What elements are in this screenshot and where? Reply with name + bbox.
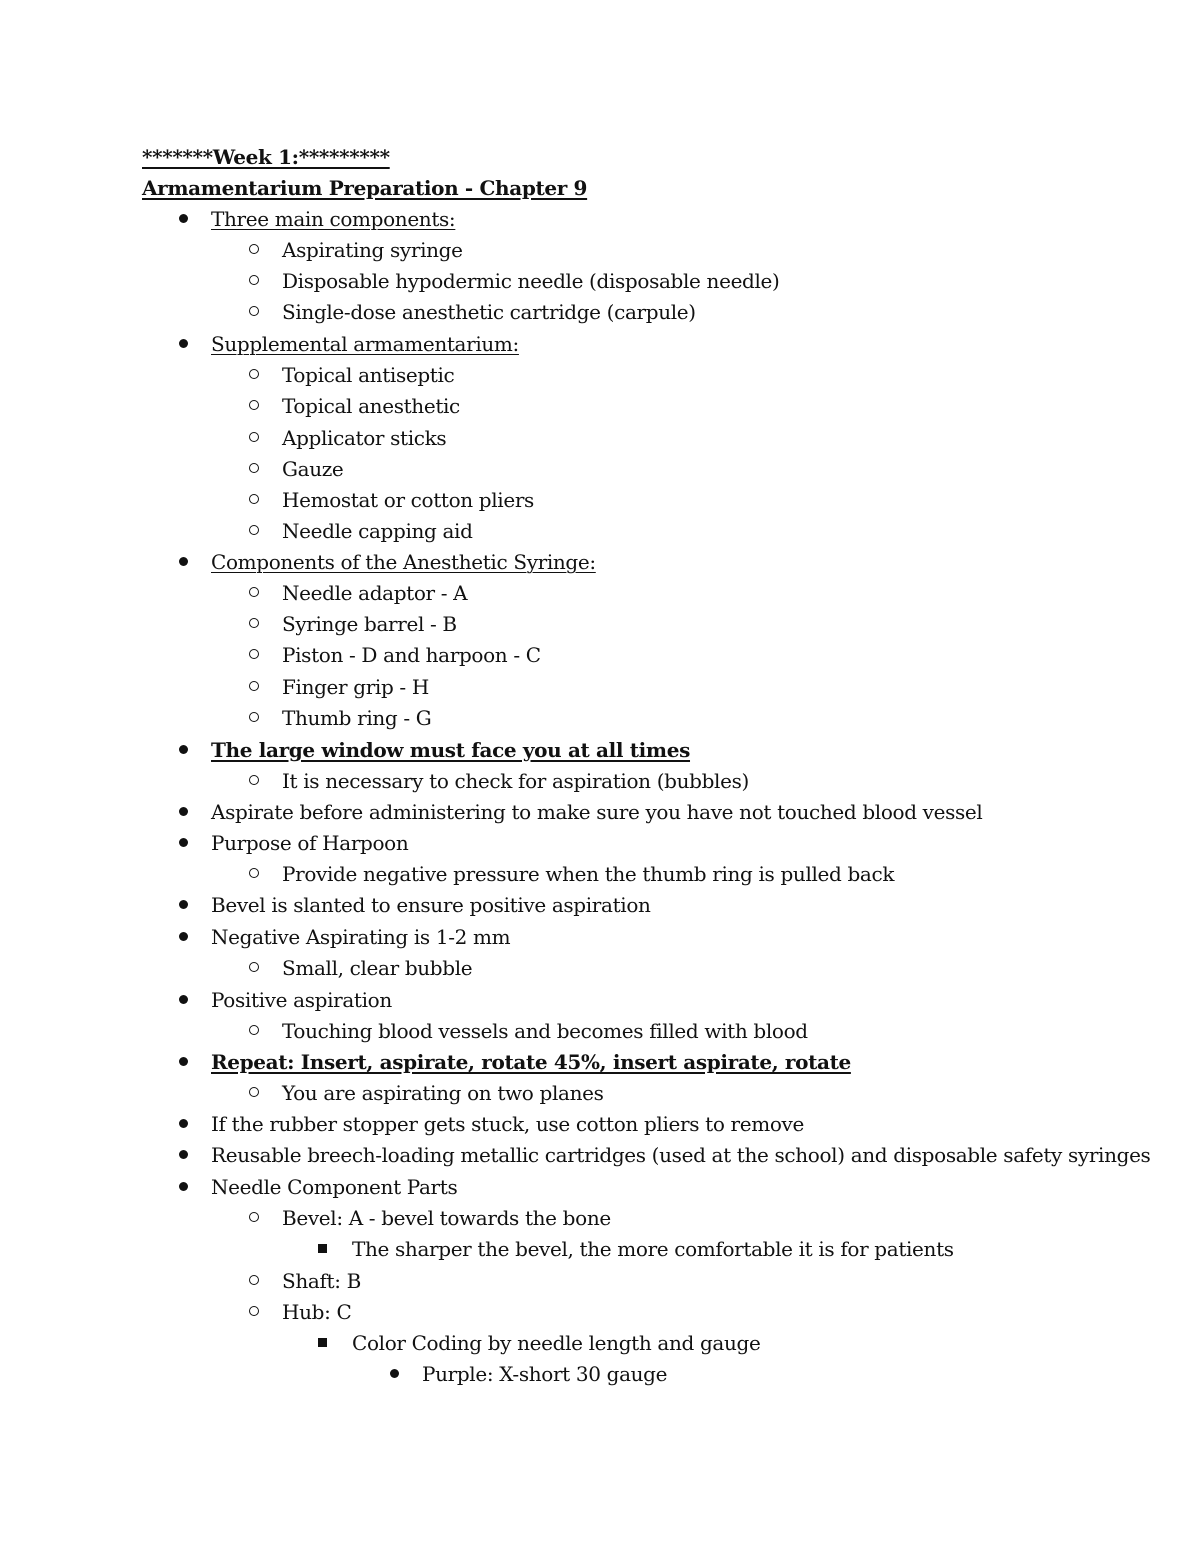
circle-bullet-icon xyxy=(249,587,259,597)
list-item: Topical antiseptic xyxy=(282,363,455,387)
circle-bullet-icon xyxy=(249,1275,259,1285)
list-item: Disposable hypodermic needle (disposable needle) xyxy=(282,269,780,293)
circle-bullet-icon xyxy=(249,494,259,504)
circle-bullet-icon xyxy=(249,1087,259,1097)
list-item: Piston - D and harpoon - C xyxy=(282,643,541,667)
bullet-icon xyxy=(179,900,188,909)
square-bullet-icon xyxy=(318,1244,327,1253)
bullet-icon xyxy=(179,745,188,754)
list-item: Positive aspiration xyxy=(211,988,392,1012)
circle-bullet-icon xyxy=(249,306,259,316)
bullet-icon xyxy=(179,1057,188,1066)
circle-bullet-icon xyxy=(249,244,259,254)
list-item: Needle capping aid xyxy=(282,519,473,543)
bullet-icon xyxy=(179,838,188,847)
bullet-icon xyxy=(390,1369,399,1378)
list-item: Components of the Anesthetic Syringe: xyxy=(211,550,596,574)
list-item: Thumb ring - G xyxy=(282,706,432,730)
bullet-icon xyxy=(179,1119,188,1128)
bullet-icon xyxy=(179,1182,188,1191)
list-item: The large window must face you at all times xyxy=(211,738,691,762)
list-item: Purpose of Harpoon xyxy=(211,831,409,855)
list-item: Syringe barrel - B xyxy=(282,612,457,636)
list-item: Shaft: B xyxy=(282,1269,361,1293)
circle-bullet-icon xyxy=(249,1025,259,1035)
list-item: Aspirating syringe xyxy=(282,238,463,262)
list-item: Gauze xyxy=(282,457,344,481)
list-item: Touching blood vessels and becomes filled with blood xyxy=(282,1019,808,1043)
list-item: Bevel: A - bevel towards the bone xyxy=(282,1206,611,1230)
circle-bullet-icon xyxy=(249,681,259,691)
list-item: Supplemental armamentarium: xyxy=(211,332,519,356)
list-item: Bevel is slanted to ensure positive aspiration xyxy=(211,893,651,917)
list-item: Single-dose anesthetic cartridge (carpule) xyxy=(282,300,696,324)
circle-bullet-icon xyxy=(249,525,259,535)
bullet-icon xyxy=(179,339,188,348)
list-item: Small, clear bubble xyxy=(282,956,473,980)
bullet-icon xyxy=(179,214,188,223)
list-item: Finger grip - H xyxy=(282,675,429,699)
list-item: Applicator sticks xyxy=(282,426,447,450)
circle-bullet-icon xyxy=(249,1306,259,1316)
circle-bullet-icon xyxy=(249,868,259,878)
bullet-icon xyxy=(179,557,188,566)
list-item: Hemostat or cotton pliers xyxy=(282,488,534,512)
list-item: Aspirate before administering to make sure you have not touched blood vessel xyxy=(211,800,983,824)
bullet-icon xyxy=(179,1150,188,1159)
list-item: Hub: C xyxy=(282,1300,352,1324)
list-item: You are aspirating on two planes xyxy=(282,1081,604,1105)
circle-bullet-icon xyxy=(249,618,259,628)
section-heading: Armamentarium Preparation - Chapter 9 xyxy=(142,176,588,200)
list-item: Topical anesthetic xyxy=(282,394,460,418)
circle-bullet-icon xyxy=(249,649,259,659)
list-item: The sharper the bevel, the more comfortable it is for patients xyxy=(352,1237,954,1261)
list-item: Needle adaptor - A xyxy=(282,581,468,605)
circle-bullet-icon xyxy=(249,463,259,473)
week-heading: *******Week 1:********* xyxy=(142,145,390,169)
bullet-icon xyxy=(179,995,188,1004)
list-item: Three main components: xyxy=(211,207,456,231)
circle-bullet-icon xyxy=(249,962,259,972)
list-item: Reusable breech-loading metallic cartridges (used at the school) and disposable safety syringes xyxy=(211,1143,1151,1167)
bullet-icon xyxy=(179,807,188,816)
list-item: Needle Component Parts xyxy=(211,1175,458,1199)
circle-bullet-icon xyxy=(249,400,259,410)
circle-bullet-icon xyxy=(249,1212,259,1222)
list-item: Purple: X-short 30 gauge xyxy=(422,1362,668,1386)
circle-bullet-icon xyxy=(249,432,259,442)
list-item: If the rubber stopper gets stuck, use cotton pliers to remove xyxy=(211,1112,804,1136)
square-bullet-icon xyxy=(318,1338,327,1347)
list-item: Repeat: Insert, aspirate, rotate 45%, insert aspirate, rotate xyxy=(211,1050,851,1074)
circle-bullet-icon xyxy=(249,712,259,722)
circle-bullet-icon xyxy=(249,369,259,379)
list-item: It is necessary to check for aspiration (bubbles) xyxy=(282,769,749,793)
circle-bullet-icon xyxy=(249,775,259,785)
circle-bullet-icon xyxy=(249,275,259,285)
list-item: Provide negative pressure when the thumb ring is pulled back xyxy=(282,862,895,886)
bullet-icon xyxy=(179,932,188,941)
list-item: Color Coding by needle length and gauge xyxy=(352,1331,761,1355)
list-item: Negative Aspirating is 1-2 mm xyxy=(211,925,511,949)
